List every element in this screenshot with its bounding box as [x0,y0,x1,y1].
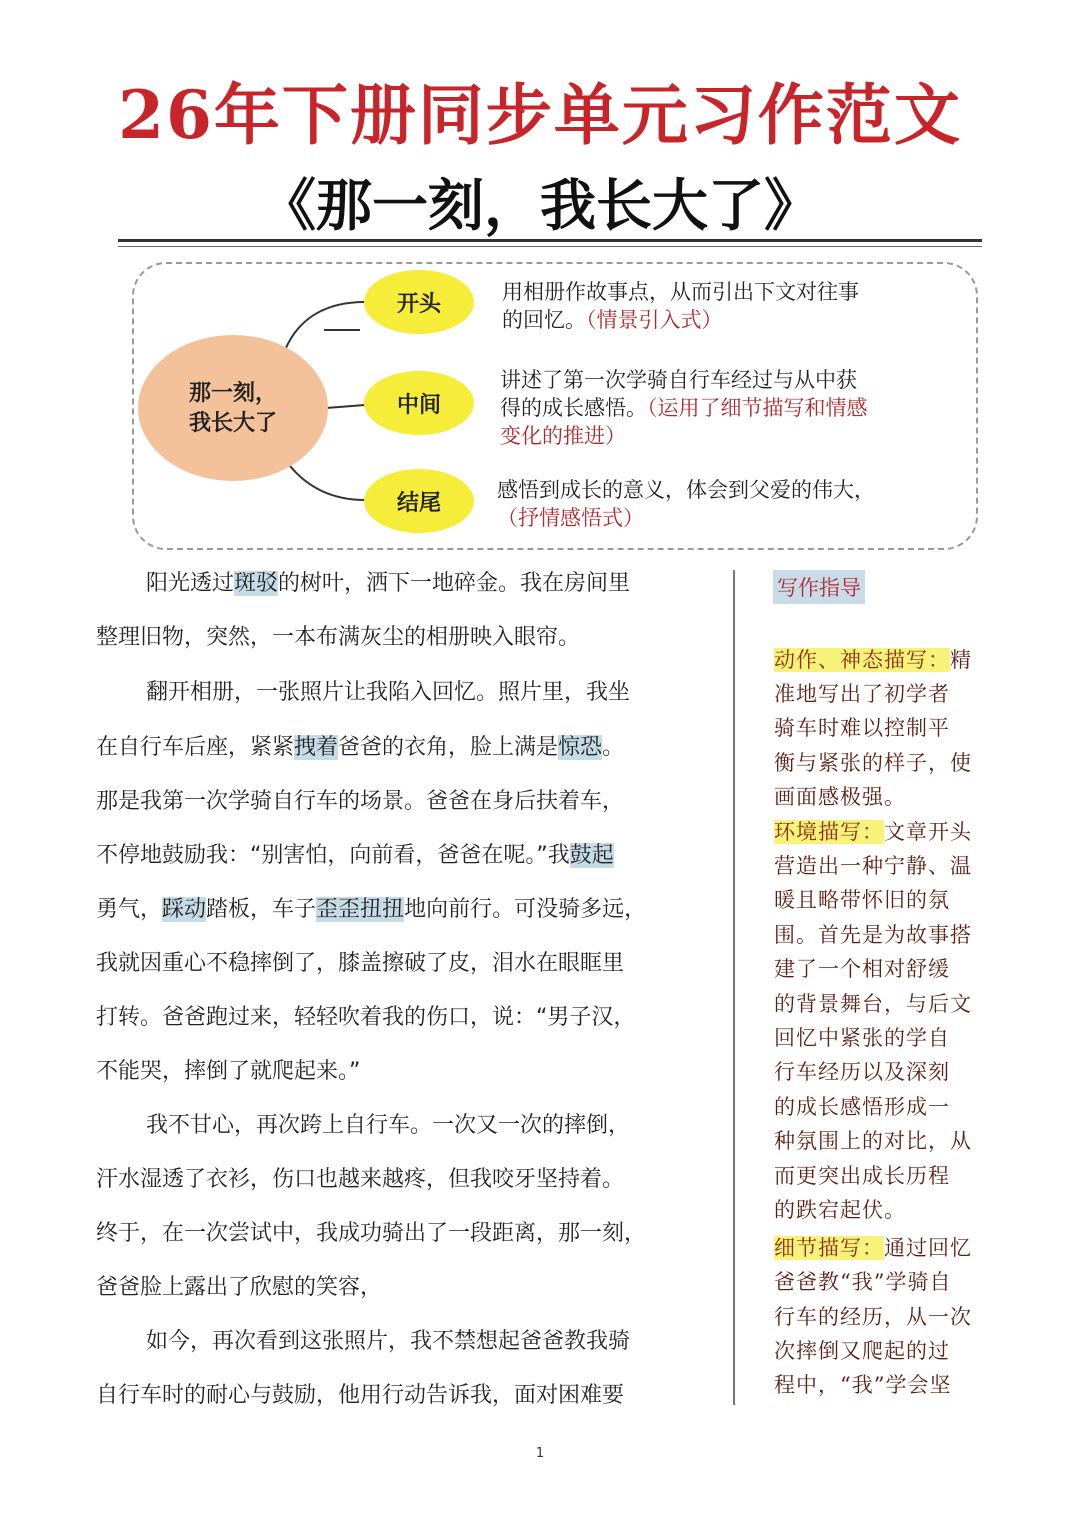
guide-line [774,1195,906,1225]
guide-line [774,1092,950,1122]
guide-text: 而更突出成长历程 [774,1164,950,1188]
mindmap-center [138,335,328,481]
guide-text: 次摔倒又爬起的过 [774,1339,950,1363]
guide-text: 的成长感悟形成一 [774,1095,950,1119]
guide-text: 通过回忆 [884,1236,972,1260]
guide-line [774,1370,951,1400]
highlight: 踩动 [162,897,207,922]
guide-line [774,817,972,847]
desc-line: 讲述了第一次学骑自行车经过与从中获 [500,368,857,392]
center-line-2: 我长大了 [188,410,277,436]
page-title: 26年下册同步单元习作范文 [118,76,962,154]
essay-line [96,1002,635,1034]
text: 打转。爸爸跑过来，轻轻吹着我的伤口，说：“男子汉， [96,1005,636,1030]
desc-note: （运用了细节描写和情感 [647,396,868,420]
essay-line [96,1218,646,1250]
text: 爸爸的衣角，脸上满是 [338,735,559,760]
guide-line [774,1023,950,1053]
highlight: 斑驳 [234,571,279,596]
node-ending-desc [497,476,875,532]
desc-note: （情景引入式） [586,308,723,332]
page-number: 1 [535,1446,545,1461]
guide-line [774,989,972,1019]
essay-line [96,732,624,764]
guide-line [774,954,950,984]
guide-line [774,920,972,950]
sidebar-heading: 写作指导 [773,570,865,604]
essay-line [96,1164,624,1196]
node-opening [364,270,474,334]
guide-text: 精 [950,648,972,672]
guide-line [774,851,972,881]
guide-line [774,1233,972,1263]
guide-line [774,1057,950,1087]
essay-line [96,894,646,926]
guide-line [774,1302,972,1332]
essay-line [96,1272,382,1304]
text: 地向前行。可没骑多远， [404,897,647,922]
text: 踏板，车子 [206,897,317,922]
guide-line [774,645,972,675]
essay-title: 《那一刻，我长大了》 [260,174,820,239]
text: 在自行车后座，紧紧 [96,735,295,760]
guide-text: 爸爸教“我”学骑自 [774,1270,952,1294]
guide-text: 行车的经历，从一次 [774,1305,972,1329]
essay-line [96,840,614,872]
highlight: 歪歪扭扭 [316,897,405,922]
guide-text: 文章开头 [884,820,972,844]
node-label: 结尾 [396,489,441,516]
center-line-1: 那一刻， [188,380,277,406]
essay-line [146,568,630,600]
guide-text: 准地写出了初学者 [774,682,950,706]
guide-text: 骑车时难以控制平 [774,716,950,740]
text: 整理旧物，突然，一本布满灰尘的相册映入眼帘。 [96,625,581,650]
desc-text: 的回忆。 [502,308,586,332]
guide-line [774,748,972,778]
column-divider [733,570,735,1405]
guide-text: 画面感极强。 [774,785,906,809]
desc-note: （抒情感悟式） [497,506,644,530]
guide-label: 环境描写： [774,820,884,844]
guide-text: 营造出一种宁静、温 [774,854,972,878]
node-middle [364,371,474,435]
guide-text: 程中，“我”学会坚 [774,1373,952,1397]
essay-line [146,677,630,709]
essay-line [96,948,624,980]
text: 汗水湿透了衣衫，伤口也越来越疼，但我咬牙坚持着。 [96,1167,625,1192]
guide-text: 的跌宕起伏。 [774,1198,906,1222]
essay-line [146,1110,630,1142]
highlight: 拽着 [294,735,339,760]
guide-line [774,885,950,915]
guide-label: 动作、神态描写： [774,648,950,672]
guide-line [774,679,950,709]
essay-line [96,622,580,654]
guide-text: 的背景舞台，与后文 [774,992,972,1016]
node-opening-desc [502,278,859,334]
guide-text: 暖且略带怀旧的氛 [774,888,950,912]
guide-text: 衡与紧张的样子，使 [774,751,972,775]
guide-line [774,1161,950,1191]
text: 。 [602,735,625,760]
node-middle-desc [500,366,868,450]
essay-line [96,1056,360,1088]
guide-line [774,1126,972,1156]
text: 爸爸脸上露出了欣慰的笑容， [96,1275,383,1300]
text: 那是我第一次学骑自行车的场景。爸爸在身后扶着车， [96,789,625,814]
desc-note: 变化的推进） [500,424,626,448]
guide-text: 建了一个相对舒缓 [774,957,950,981]
guide-text: 回忆中紧张的学自 [774,1026,950,1050]
guide-text: 行车经历以及深刻 [774,1060,950,1084]
guide-text: 种氛围上的对比，从 [774,1129,972,1153]
essay-line [146,1326,630,1358]
text: 勇气， [96,897,163,922]
highlight: 惊恐 [558,735,603,760]
text: 不停地鼓励我：“别害怕，向前看，爸爸在呢。”我 [96,843,570,868]
desc-text: 得的成长感悟。 [500,396,647,420]
node-ending [364,469,474,533]
text: 不能哭，摔倒了就爬起来。” [96,1059,361,1084]
node-label: 中间 [396,391,441,418]
text: 阳光透过 [146,571,235,596]
desc-line: 用相册作故事点，从而引出下文对往事 [502,280,859,304]
guide-label: 细节描写： [774,1236,884,1260]
guide-line [774,713,950,743]
essay-line [96,1380,624,1412]
guide-line [774,1336,950,1366]
text: 我就因重心不稳摔倒了，膝盖擦破了皮，泪水在眼眶里 [96,951,625,976]
text: 的树叶，洒下一地碎金。我在房间里 [278,571,631,596]
text: 自行车时的耐心与鼓励，他用行动告诉我，面对困难要 [96,1383,625,1408]
essay-line [96,786,624,818]
text: 我不甘心，再次跨上自行车。一次又一次的摔倒， [146,1113,631,1138]
guide-line [774,1267,951,1297]
text: 如今，再次看到这张照片，我不禁想起爸爸教我骑 [146,1329,631,1354]
highlight: 鼓起 [569,843,614,868]
guide-text: 围。首先是为故事搭 [774,923,972,947]
text: 终于，在一次尝试中，我成功骑出了一段距离，那一刻， [96,1221,647,1246]
text: 翻开相册，一张照片让我陷入回忆。照片里，我坐 [146,680,631,705]
guide-line [774,782,906,812]
node-label: 开头 [396,290,441,317]
desc-line: 感悟到成长的意义，体会到父爱的伟大， [497,478,875,502]
